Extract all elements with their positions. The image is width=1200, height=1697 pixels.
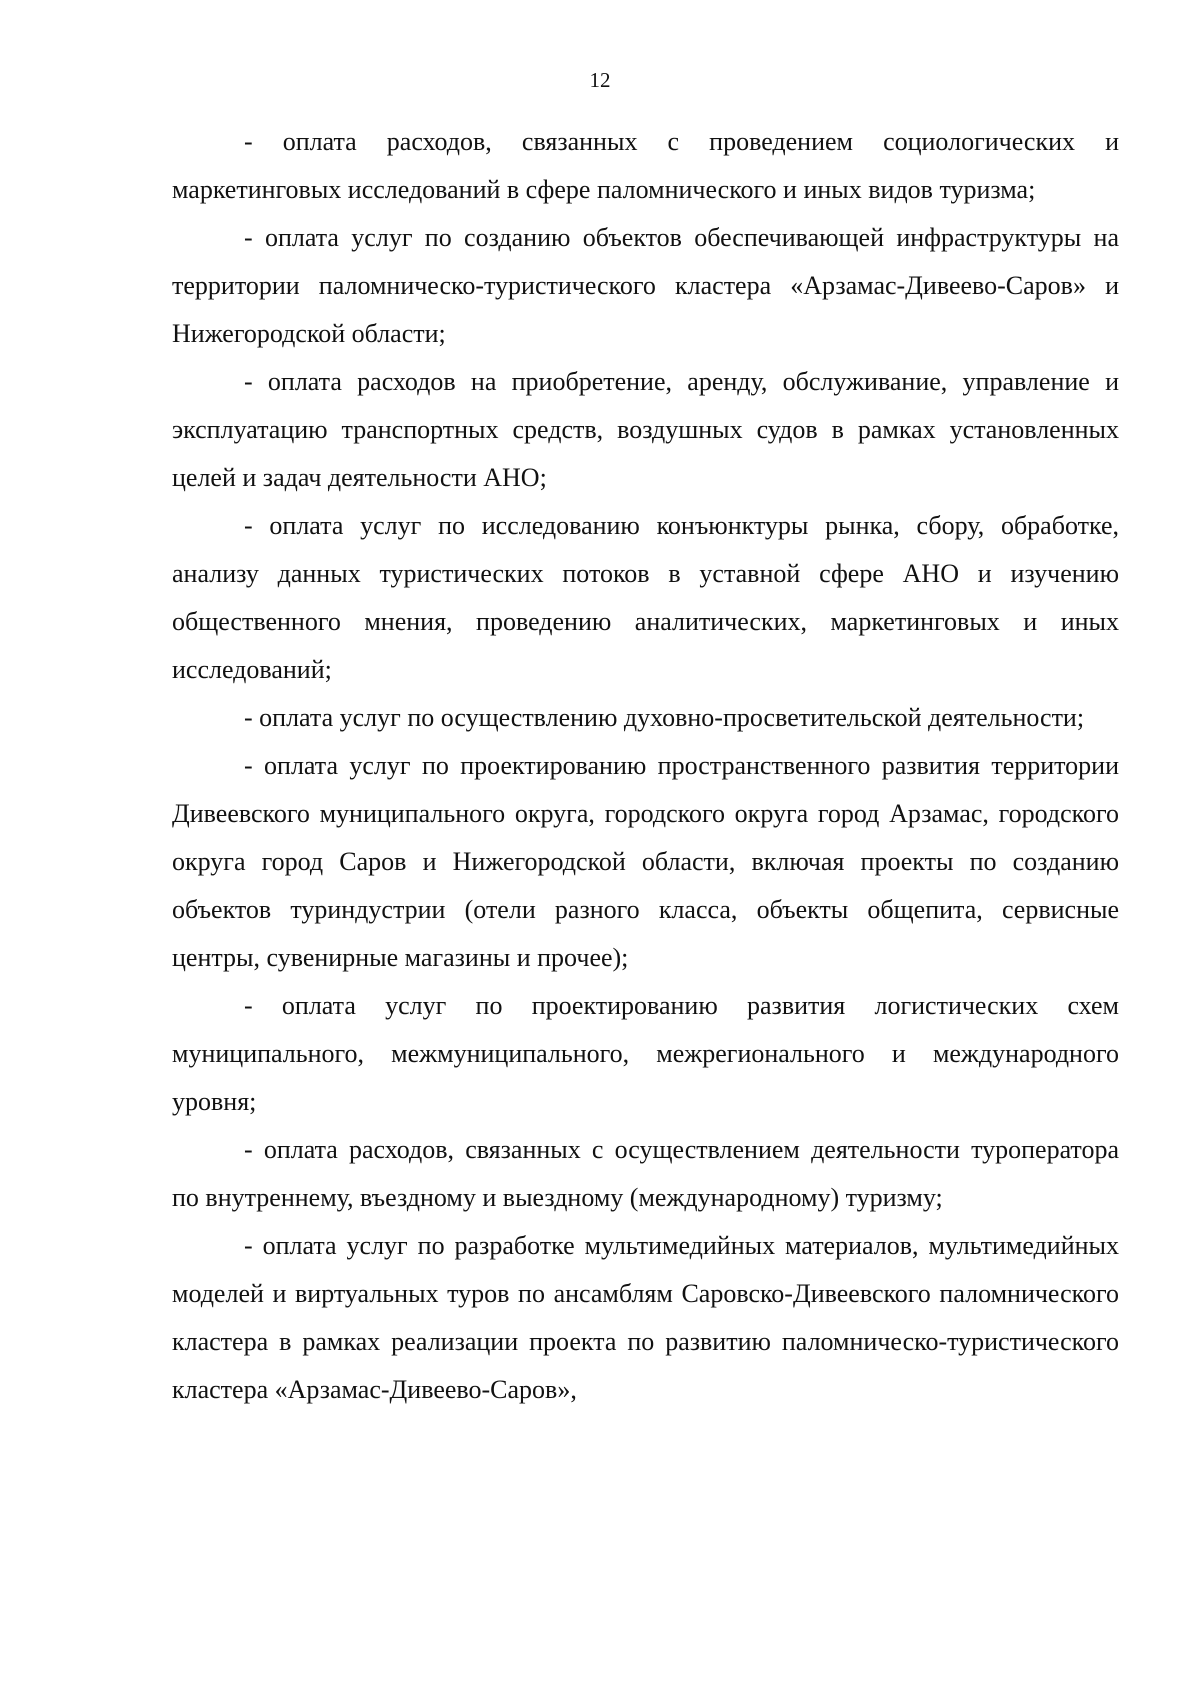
paragraph-spatial-development: - оплата услуг по проектированию пространственного развития территории Дивеевского муниципального округа, городского округа город Арзамас, городского округа город Саров и Нижегородской области, включая проекты по созданию объектов туриндустрии (отели разного класса, объекты общепита, сервисные центры, сувенирные магазины и прочее); xyxy=(172,751,1119,972)
paragraph-market-research: - оплата услуг по исследованию конъюнктуры рынка, сбору, обработке, анализу данных туристических потоков в уставной сфере АНО и изучению общественного мнения, проведению аналитических, маркетинговых и иных исследований; xyxy=(172,511,1119,684)
page-number: 12 xyxy=(589,68,611,92)
paragraph-infrastructure: - оплата услуг по созданию объектов обеспечивающей инфраструктуры на территории паломническо-туристического кластера «Арзамас-Дивеево-Саров» и Нижегородской области; xyxy=(172,223,1119,348)
paragraph-tour-operator: - оплата расходов, связанных с осуществлением деятельности туроператора по внутреннему, въездному и выездному (международному) туризму; xyxy=(172,1135,1119,1212)
document-body xyxy=(172,118,1119,1414)
paragraph-logistics: - оплата услуг по проектированию развития логистических схем муниципального, межмуниципального, межрегионального и международного уровня; xyxy=(172,991,1119,1116)
paragraph-spiritual-education: - оплата услуг по осуществлению духовно-просветительской деятельности; xyxy=(244,703,1085,732)
paragraph-sociological-research: - оплата расходов, связанных с проведением социологических и маркетинговых исследований в сфере паломнического и иных видов туризма; xyxy=(172,127,1119,204)
paragraph-transport: - оплата расходов на приобретение, аренду, обслуживание, управление и эксплуатацию транспортных средств, воздушных судов в рамках установленных целей и задач деятельности АНО; xyxy=(172,367,1119,492)
paragraph-multimedia: - оплата услуг по разработке мультимедийных материалов, мультимедийных моделей и виртуальных туров по ансамблям Саровско-Дивеевского паломнического кластера в рамках реализации проекта по развитию паломническо-туристического кластера «Арзамас-Дивеево-Саров», xyxy=(172,1231,1119,1404)
